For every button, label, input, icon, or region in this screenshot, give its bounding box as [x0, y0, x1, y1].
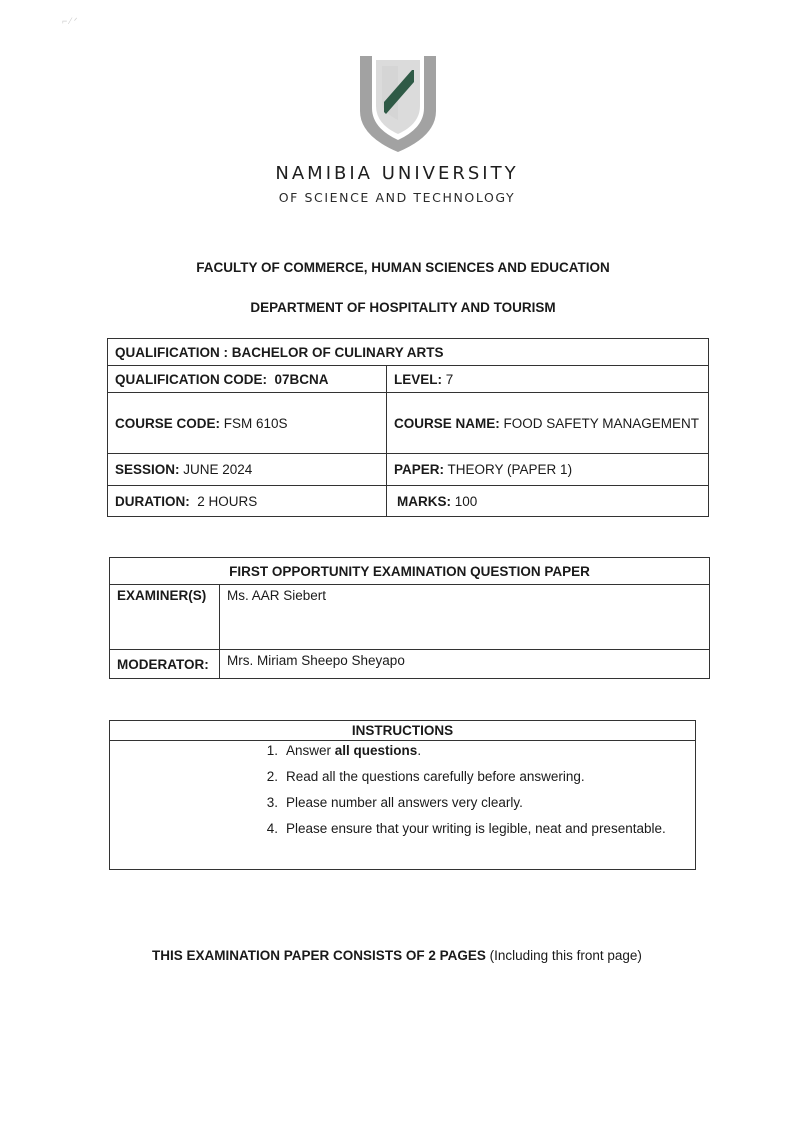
- examiner-value: Ms. AAR Siebert: [220, 585, 710, 650]
- instruction-item: [256, 820, 666, 846]
- department-heading: DEPARTMENT OF HOSPITALITY AND TOURISM: [250, 300, 556, 315]
- course-name-cell: [387, 393, 709, 454]
- moderator-label: MODERATOR:: [110, 650, 220, 679]
- instructions-box: [109, 720, 696, 870]
- instruction-item: [256, 794, 666, 820]
- examiner-label: EXAMINER(S): [110, 585, 220, 650]
- duration-cell: [108, 486, 387, 517]
- exam-title-cell: FIRST OPPORTUNITY EXAMINATION QUESTION PAPER: [110, 558, 710, 585]
- instruction-number: 1.: [266, 743, 278, 758]
- level-label: LEVEL:: [394, 371, 443, 387]
- marks-label: MARKS:: [397, 493, 451, 509]
- scan-artifact: ⌐ ⁄ ᐟ: [62, 16, 78, 26]
- duration-value: 2 HOURS: [197, 493, 258, 509]
- instruction-text: Please number all answers very clearly.: [286, 795, 523, 810]
- course-code-cell: [108, 393, 387, 454]
- qualification-code-label: QUALIFICATION CODE:: [115, 371, 267, 387]
- moderator-value: Mrs. Miriam Sheepo Sheyapo: [220, 650, 710, 679]
- qualification-code-cell: [108, 366, 387, 393]
- level-value: 7: [445, 371, 454, 387]
- course-code-label: COURSE CODE:: [115, 415, 221, 431]
- paper-cell: [387, 454, 709, 486]
- instruction-number: 4.: [266, 821, 278, 836]
- qualification-cell: QUALIFICATION : BACHELOR OF CULINARY ARTS: [108, 339, 709, 366]
- exam-info-table: [109, 557, 710, 679]
- marks-cell: [387, 486, 709, 517]
- paper-value: THEORY (PAPER 1): [447, 462, 573, 477]
- duration-label: DURATION:: [115, 493, 190, 509]
- session-label: SESSION:: [115, 462, 180, 477]
- instruction-text: Please ensure that your writing is legible, neat and presentable.: [286, 821, 666, 836]
- course-name-label: COURSE NAME:: [394, 415, 500, 431]
- qualification-code-value: 07BCNA: [274, 371, 329, 387]
- course-code-value: FSM 610S: [223, 415, 288, 431]
- instruction-text: Read all the questions carefully before answering.: [286, 769, 585, 784]
- paper-label: PAPER:: [394, 462, 445, 477]
- faculty-heading: FACULTY OF COMMERCE, HUMAN SCIENCES AND EDUCATION: [196, 260, 610, 275]
- instruction-item: [256, 742, 666, 768]
- session-value: JUNE 2024: [183, 462, 253, 477]
- instruction-item: [256, 768, 666, 794]
- session-cell: [108, 454, 387, 486]
- course-name-value: FOOD SAFETY MANAGEMENT: [503, 415, 700, 431]
- instructions-title: INSTRUCTIONS: [110, 721, 695, 741]
- university-logo: [358, 56, 438, 152]
- instruction-number: 3.: [266, 795, 278, 810]
- instructions-list: [256, 742, 666, 846]
- instruction-emphasis: all questions: [334, 743, 418, 758]
- page-count-normal: (Including this front page): [485, 948, 642, 963]
- marks-value: 100: [454, 493, 478, 509]
- instruction-text-end: .: [417, 743, 422, 758]
- level-cell: [387, 366, 709, 393]
- qualification-table: [107, 338, 709, 517]
- instruction-text: Answer: [286, 743, 335, 758]
- page-count-note: [0, 948, 794, 963]
- instruction-number: 2.: [266, 769, 278, 784]
- university-subtitle: OF SCIENCE AND TECHNOLOGY: [278, 190, 516, 205]
- university-name: NAMIBIA UNIVERSITY: [275, 163, 519, 184]
- page-count-bold: THIS EXAMINATION PAPER CONSISTS OF 2 PAGES: [152, 948, 486, 963]
